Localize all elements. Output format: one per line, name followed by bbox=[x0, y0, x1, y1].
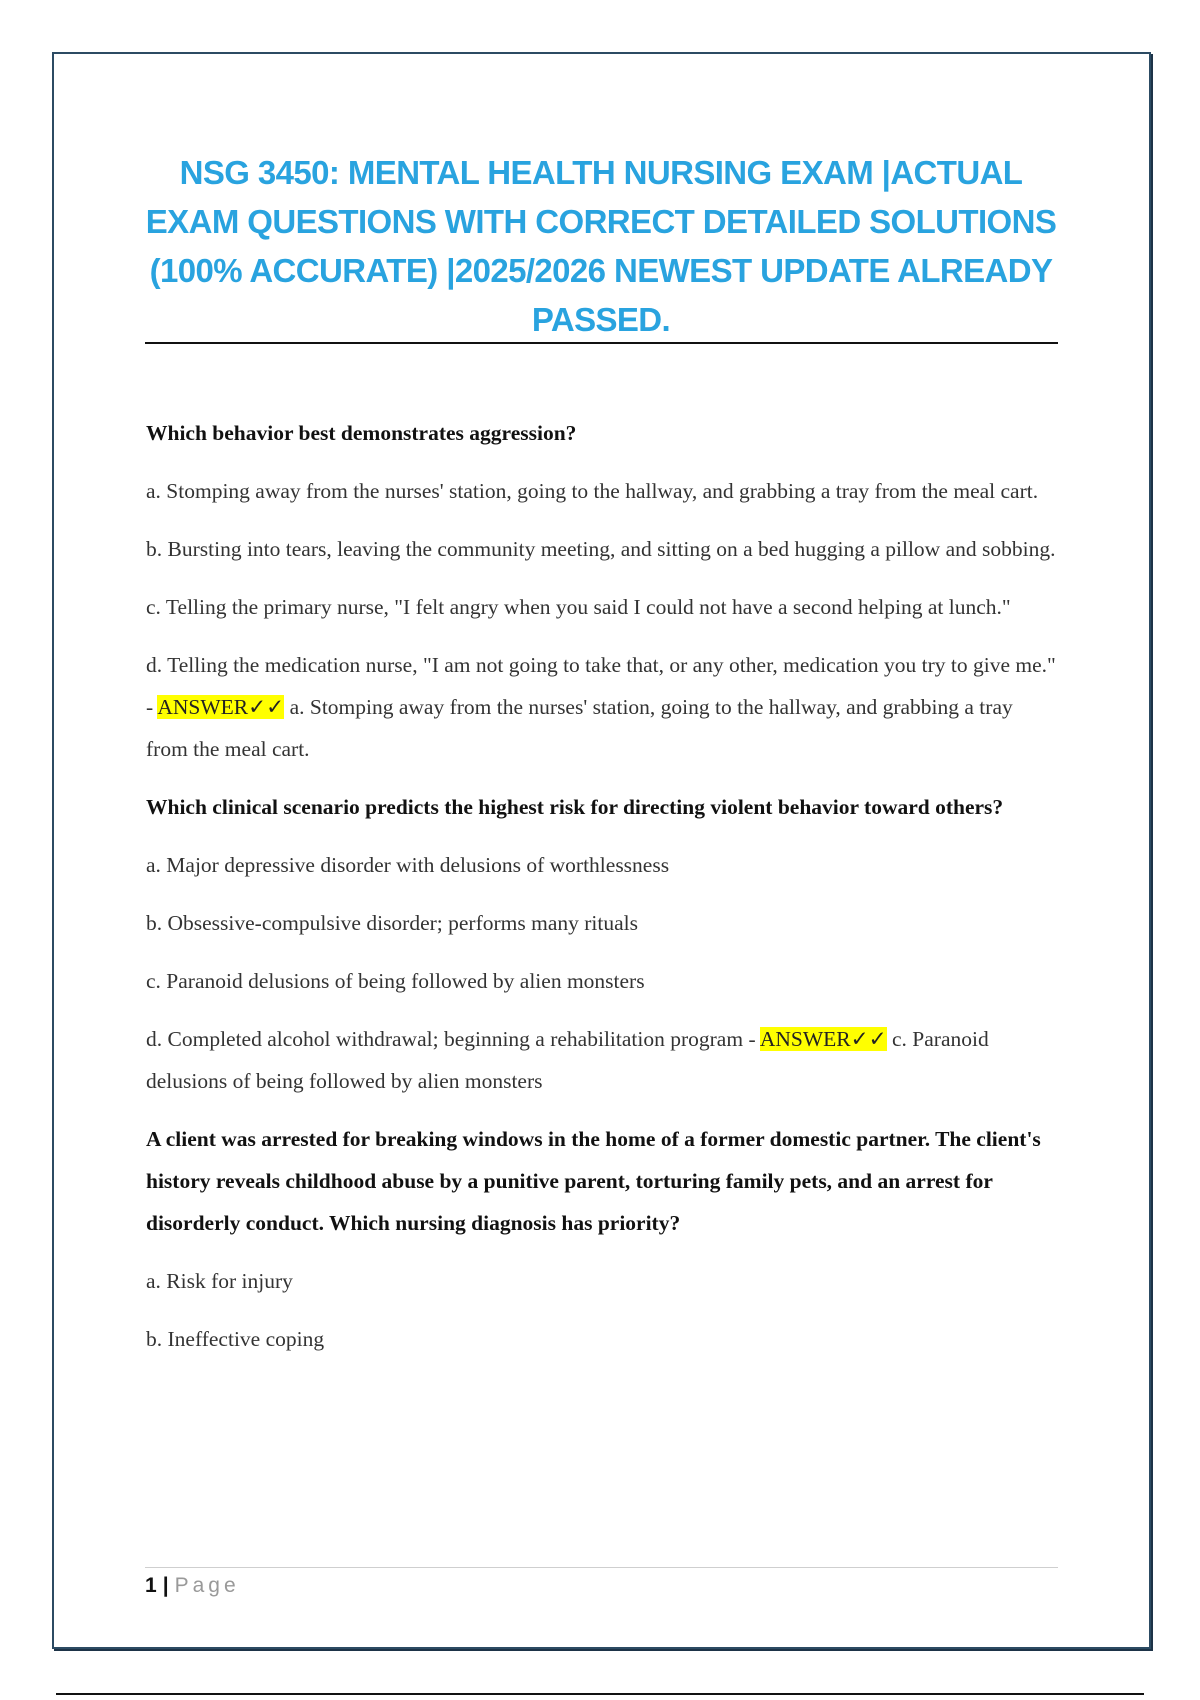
question-2-option-d-with-answer bbox=[146, 1018, 1058, 1102]
footer-separator: | bbox=[162, 1574, 169, 1597]
question-1-option-c: c. Telling the primary nurse, "I felt angry when you said I could not have a second helping at lunch." bbox=[146, 595, 1011, 619]
page-number: 1 bbox=[145, 1574, 157, 1597]
question-2: Which clinical scenario predicts the highest risk for directing violent behavior toward others? bbox=[146, 795, 1004, 819]
question-2-answer-text: c. Paranoid delusions of being followed by alien monsters bbox=[146, 1027, 989, 1093]
question-2-option-d: d. Completed alcohol withdrawal; beginning a rehabilitation program - bbox=[146, 1027, 756, 1051]
answer-highlight: ANSWER✓✓ bbox=[759, 1027, 887, 1051]
question-3-option-b: b. Ineffective coping bbox=[146, 1327, 325, 1351]
question-1-option-d-with-answer bbox=[146, 644, 1058, 770]
document-title: NSG 3450: MENTAL HEALTH NURSING EXAM |ACTUAL EXAM QUESTIONS WITH CORRECT DETAILED SOLUTIONS (100% ACCURATE) |2025/2026 NEWEST UPDATE ALREADY PASSED. bbox=[145, 154, 1057, 338]
question-3: A client was arrested for breaking windows in the home of a former domestic partner. The client's history reveals childhood abuse by a punitive parent, torturing family pets, and an arrest for disorderly conduct. Which nursing diagnosis has priority? bbox=[146, 1127, 1041, 1235]
bottom-divider bbox=[56, 1693, 1144, 1695]
question-1-option-d: d. Telling the medication nurse, "I am not going to take that, or any other, medication you try to give me." - bbox=[146, 653, 1056, 719]
footer-divider bbox=[145, 1567, 1058, 1568]
title-divider bbox=[145, 342, 1058, 344]
question-1-option-b: b. Bursting into tears, leaving the community meeting, and sitting on a bed hugging a pillow and sobbing. bbox=[146, 537, 1056, 561]
document-body bbox=[146, 412, 1058, 1376]
question-2-option-b: b. Obsessive-compulsive disorder; performs many rituals bbox=[146, 911, 639, 935]
question-2-option-c: c. Paranoid delusions of being followed by alien monsters bbox=[146, 969, 645, 993]
question-1: Which behavior best demonstrates aggression? bbox=[146, 421, 577, 445]
question-1-answer-text: a. Stomping away from the nurses' station, going to the hallway, and grabbing a tray from the meal cart. bbox=[146, 695, 1013, 761]
question-3-option-a: a. Risk for injury bbox=[146, 1269, 293, 1293]
page-footer bbox=[145, 1572, 240, 1600]
question-1-option-a: a. Stomping away from the nurses' station, going to the hallway, and grabbing a tray from the meal cart. bbox=[146, 479, 1039, 503]
question-2-option-a: a. Major depressive disorder with delusions of worthlessness bbox=[146, 853, 670, 877]
page-label: Page bbox=[174, 1574, 240, 1597]
answer-highlight: ANSWER✓✓ bbox=[157, 695, 285, 719]
